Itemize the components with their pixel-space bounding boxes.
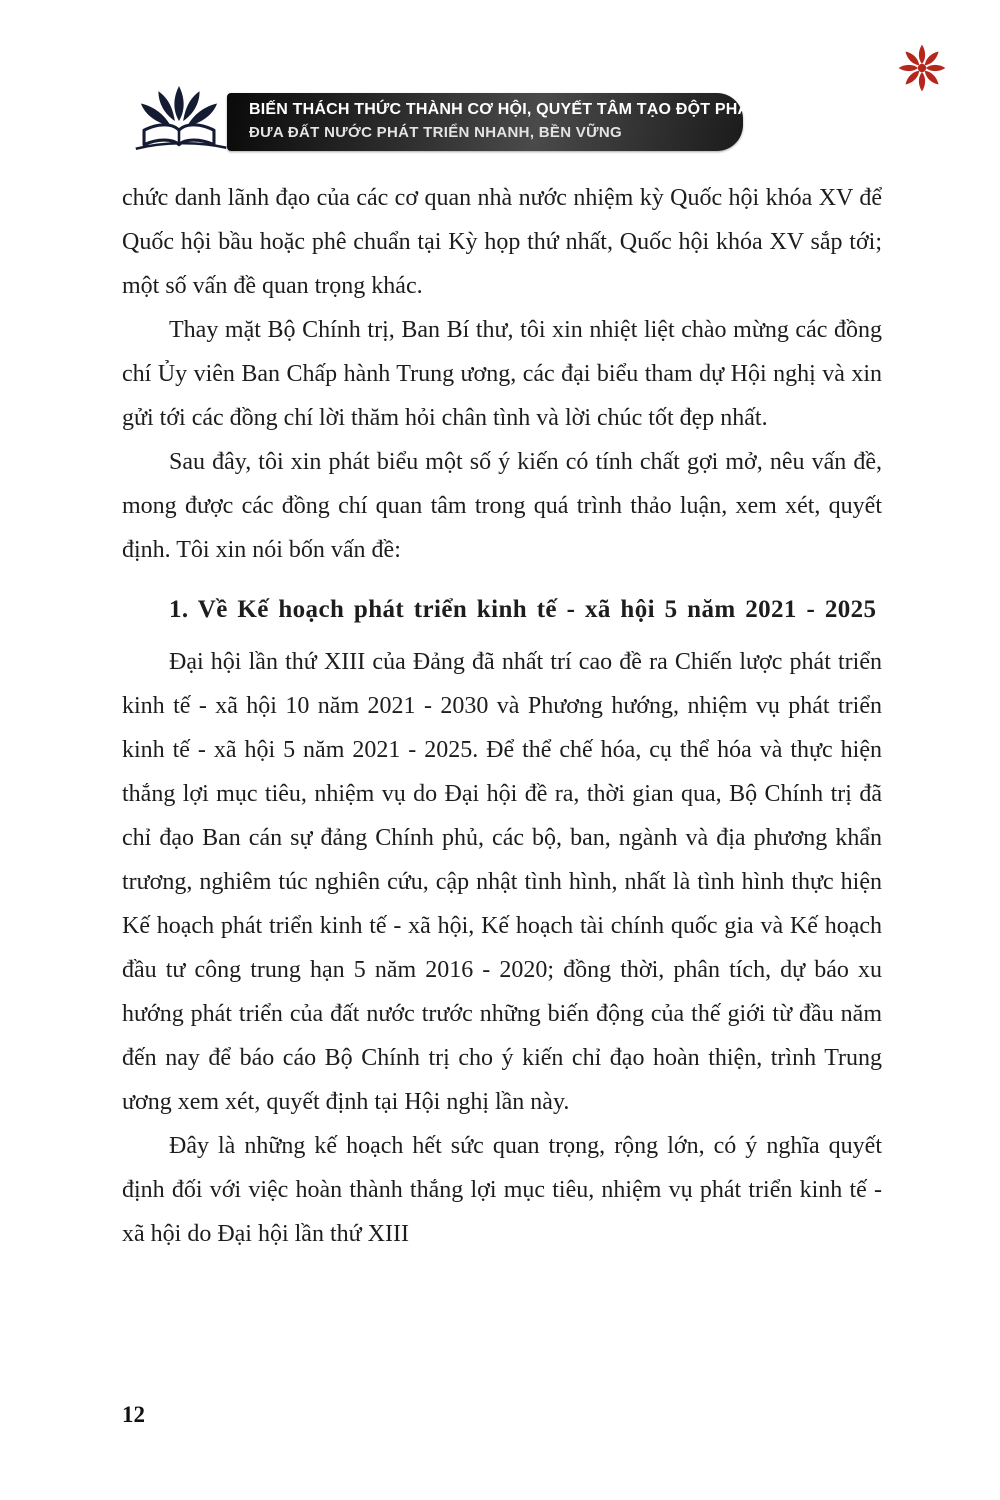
paragraph: Sau đây, tôi xin phát biểu một số ý kiến có tính chất gợi mở, nêu vấn đề, mong được các đồng chí quan tâm trong quá trình thảo luận, xem xét, quyết định. Tôi xin nói bốn vấn đề: — [122, 449, 882, 563]
lotus-book-logo-icon — [125, 84, 233, 156]
paragraph: Đại hội lần thứ XIII của Đảng đã nhất trí cao đề ra Chiến lược phát triển kinh tế - xã hội 10 năm 2021 - 2030 và Phương hướng, nhiệm vụ phát triển kinh tế - xã hội 5 năm 2021 - 2025. Để thể chế hóa, cụ thể hóa và thực hiện thắng lợi mục tiêu, nhiệm vụ do Đại hội đề ra, thời gian qua, Bộ Chính trị đã chỉ đạo Ban cán sự đảng Chính phủ, các bộ, ban, ngành và địa phương khẩn trương, nghiêm túc nghiên cứu, cập nhật tình hình, nhất là tình hình thực hiện Kế hoạch phát triển kinh tế - xã hội, Kế hoạch tài chính quốc gia và Kế hoạch đầu tư công trung hạn 5 năm 2016 - 2020; đồng thời, phân tích, dự báo xu hướng phát triển của đất nước trước những biến động của thế giới từ đầu năm đến nay để báo cáo Bộ Chính trị cho ý kiến chỉ đạo hoàn thiện, trình Trung ương xem xét, quyết định tại Hội nghị lần này. — [122, 649, 882, 1115]
header-title-line2: ĐƯA ĐẤT NƯỚC PHÁT TRIỂN NHANH, BỀN VỮNG — [249, 124, 622, 141]
paragraph: Thay mặt Bộ Chính trị, Ban Bí thư, tôi xin nhiệt liệt chào mừng các đồng chí Ủy viên Ban Chấp hành Trung ương, các đại biểu tham dự Hội nghị và xin gửi tới các đồng chí lời thăm hỏi chân tình và lời chúc tốt đẹp nhất. — [122, 317, 882, 431]
page-number: 12 — [122, 1402, 145, 1427]
section-heading: 1. Về Kế hoạch phát triển kinh tế - xã hội 5 năm 2021 - 2025 — [169, 596, 877, 623]
header-banner — [227, 93, 750, 151]
header-title-line1: BIẾN THÁCH THỨC THÀNH CƠ HỘI, QUYẾT TÂM TẠO ĐỘT PHÁ — [249, 101, 750, 118]
paragraph: chức danh lãnh đạo của các cơ quan nhà nước nhiệm kỳ Quốc hội khóa XV để Quốc hội bầu hoặc phê chuẩn tại Kỳ họp thứ nhất, Quốc hội khóa XV sắp tới; một số vấn đề quan trọng khác. — [122, 185, 882, 299]
page-content — [122, 176, 882, 1256]
paragraph: Đây là những kế hoạch hết sức quan trọng, rộng lớn, có ý nghĩa quyết định đối với việc hoàn thành thắng lợi mục tiêu, nhiệm vụ phát triển kinh tế - xã hội do Đại hội lần thứ XIII — [122, 1133, 882, 1247]
page-header — [125, 84, 875, 158]
red-flower-emblem-icon — [896, 42, 948, 94]
